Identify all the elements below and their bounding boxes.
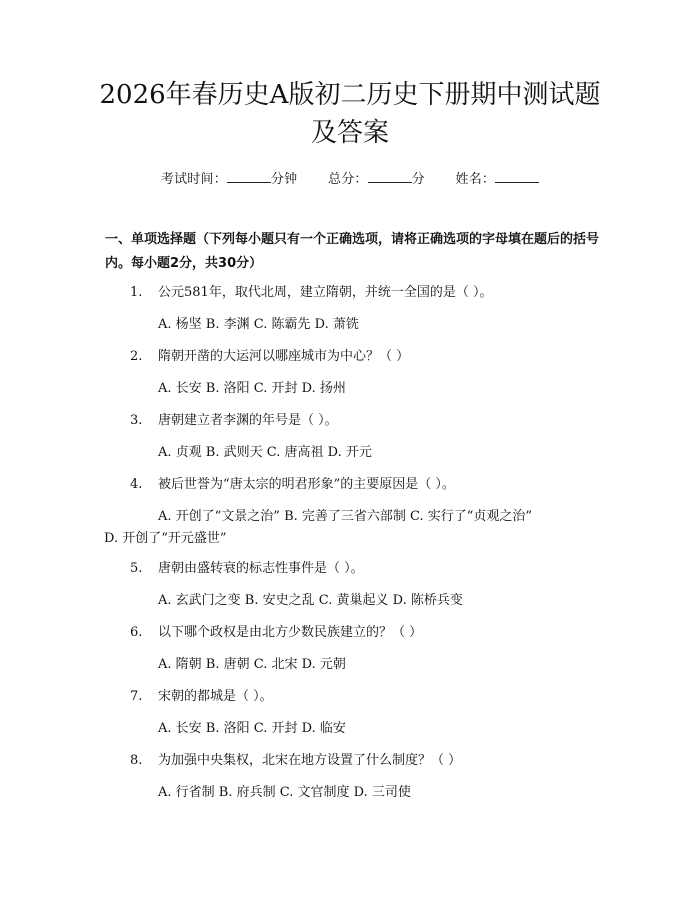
score-blank: [368, 172, 412, 183]
score-label: 总分：: [328, 172, 368, 187]
question-text: 隋朝开凿的大运河以哪座城市为中心？（ ）: [158, 349, 410, 364]
question-item: [130, 623, 422, 643]
question-number: 4.: [130, 477, 143, 492]
question-text: 唐朝建立者李渊的年号是（ ）。: [158, 413, 338, 428]
question-item: [130, 347, 409, 367]
question-number: 2.: [130, 349, 143, 364]
question-number: 8.: [130, 753, 143, 768]
question-options: A. 隋朝 B. 唐朝 C. 北宋 D. 元朝: [158, 657, 346, 672]
question-item: [130, 559, 364, 579]
question-text: 被后世誉为“唐太宗的明君形象”的主要原因是（ ）。: [158, 477, 455, 492]
question-options: A. 长安 B. 洛阳 C. 开封 D. 扬州: [158, 381, 346, 396]
question-options-continued: D. 开创了“开元盛世”: [104, 531, 227, 546]
question-options: A. 杨坚 B. 李渊 C. 陈霸先 D. 萧铣: [158, 317, 359, 332]
question-text: 以下哪个政权是由北方少数民族建立的？（ ）: [158, 625, 423, 640]
question-item: [130, 411, 338, 431]
name-label: 姓名：: [455, 172, 496, 187]
question-number: 5.: [130, 561, 143, 576]
time-unit: 分钟: [270, 172, 298, 187]
question-number: 7.: [130, 689, 143, 704]
question-item: [130, 475, 455, 495]
question-number: 6.: [130, 625, 143, 640]
question-item: [130, 751, 461, 771]
time-label: 考试时间：: [160, 172, 227, 187]
question-options: A. 开创了“文景之治” B. 完善了三省六部制 C. 实行了“贞观之治”: [158, 509, 533, 524]
question-options: A. 长安 B. 洛阳 C. 开封 D. 临安: [158, 721, 346, 736]
question-options: A. 行省制 B. 府兵制 C. 文官制度 D. 三司使: [158, 785, 411, 800]
title-line-2: 及答案: [310, 118, 389, 148]
question-text: 公元581年，取代北周，建立隋朝，并统一全国的是（ ）。: [158, 285, 493, 300]
question-number: 1.: [130, 285, 143, 300]
section-heading: 一、单项选择题（下列每小题只有一个正确选项，请将正确选项的字母填在题后的括号内。每小题2分，共30分）: [105, 232, 600, 271]
question-options: A. 贞观 B. 武则天 C. 唐高祖 D. 开元: [158, 445, 372, 460]
exam-meta: [0, 168, 700, 187]
time-blank: [227, 172, 271, 183]
question-item: [130, 687, 273, 707]
name-blank: [495, 172, 539, 183]
question-item: [130, 283, 492, 303]
title-line-1: 2026年春历史A版初二历史下册期中测试题: [99, 80, 601, 110]
score-unit: 分: [411, 172, 425, 187]
question-options: A. 玄武门之变 B. 安史之乱 C. 黄巢起义 D. 陈桥兵变: [158, 593, 463, 608]
question-number: 3.: [130, 413, 143, 428]
question-text: 宋朝的都城是（ ）。: [158, 689, 273, 704]
page-title: [60, 76, 640, 152]
question-text: 唐朝由盛转衰的标志性事件是（ ）。: [158, 561, 364, 576]
question-text: 为加强中央集权，北宋在地方设置了什么制度？（ ）: [158, 753, 462, 768]
